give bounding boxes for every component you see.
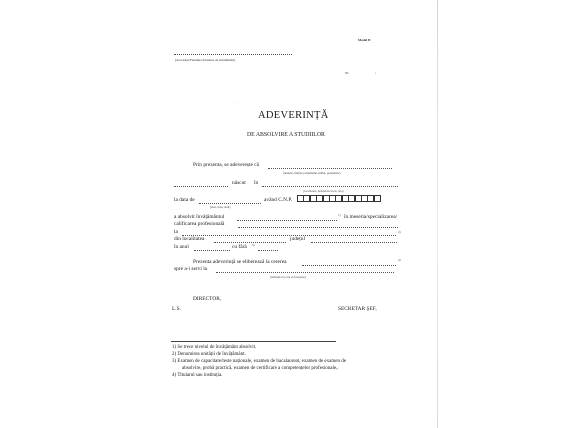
footnote-ref-4: 4) [398, 258, 401, 262]
requester-field[interactable] [302, 265, 396, 266]
year-field[interactable] [194, 250, 230, 251]
name-caption: (numele, inițiala prenumelui tatălui, prenumele) [283, 171, 341, 175]
county-label: județul [290, 236, 305, 242]
request-text: Prezenta adeverință se eliberează la cererea [193, 259, 287, 265]
purpose-field[interactable] [216, 272, 394, 273]
exam-field[interactable] [258, 250, 278, 251]
footnote-2: 2) Denumirea unității de învățământ. [172, 352, 246, 357]
born-prefix-field[interactable] [174, 186, 228, 187]
birthplace-caption: (localitatea, județul/sectorul, țara) [303, 189, 344, 193]
model-label: Model B [358, 38, 371, 42]
locality-field[interactable] [214, 242, 286, 243]
page-edge [437, 0, 438, 428]
qualification-field[interactable] [238, 227, 398, 228]
footnote-1: 1) Se trece nivelul de învățământ absolvit. [172, 345, 257, 350]
birthdate-field[interactable] [199, 203, 261, 204]
studies-field[interactable] [237, 220, 337, 221]
institution-line [174, 54, 292, 55]
certificate-subtitle: DE ABSOLVIRE A STUDIILOR [247, 132, 325, 138]
school-field[interactable] [182, 235, 396, 236]
footnote-3: 3) Examen de capacitate/teste naționale, examen de bacalaureat, examen de examen de [172, 359, 346, 364]
born-label: născut [232, 180, 246, 186]
footnote-divider [171, 341, 336, 342]
born-in-label: în [254, 180, 259, 186]
line1-text: Prin prezenta, se adeverește că [193, 162, 259, 168]
birthplace-field[interactable] [262, 186, 398, 187]
footnote-ref-1: 1) [338, 213, 341, 217]
year-label: în anul [174, 244, 189, 250]
cnp-boxes[interactable] [297, 195, 380, 202]
qualification-label: calificarea profesională [174, 221, 225, 227]
number-label: Nr. [345, 71, 350, 75]
name-field[interactable] [268, 168, 392, 169]
footnote-ref-3: 3) [252, 243, 255, 247]
exam-label: cu fără [232, 244, 247, 250]
school-label: la [174, 229, 178, 235]
footnote-ref-2: 2) [398, 230, 401, 234]
locality-label: din localitatea [174, 236, 205, 242]
footnote-4: 4) Titularul sau instituția. [172, 373, 223, 378]
purpose-caption: (instituția la care se folosește) [270, 275, 306, 279]
date-label: la data de [174, 197, 195, 203]
director-label: DIRECTOR, [193, 296, 222, 302]
certificate-title: ADEVERINȚĂ [258, 110, 329, 121]
secretary-label: SECRETAR ȘEF, [338, 306, 377, 312]
date-slash: / [375, 71, 376, 75]
specialization-label: în meseria/specializarea/ [344, 214, 398, 220]
purpose-label: spre a-i servi la [174, 266, 208, 272]
county-field[interactable] [311, 242, 397, 243]
ls-label: L.S. [172, 306, 181, 312]
footnote-3-cont: absolvire, probă practică, examen de certificare a competențelor profesionale,. [182, 366, 339, 371]
cnp-label: având C.N.P. [264, 197, 293, 203]
mark-dot: . [234, 100, 235, 104]
birthdate-caption: (ziua, luna, anul) [210, 205, 231, 209]
institution-caption: (Asociația/Fundația/Unitatea de învățământ) [175, 58, 236, 62]
studies-label: a absolvit învățământul [174, 214, 225, 220]
